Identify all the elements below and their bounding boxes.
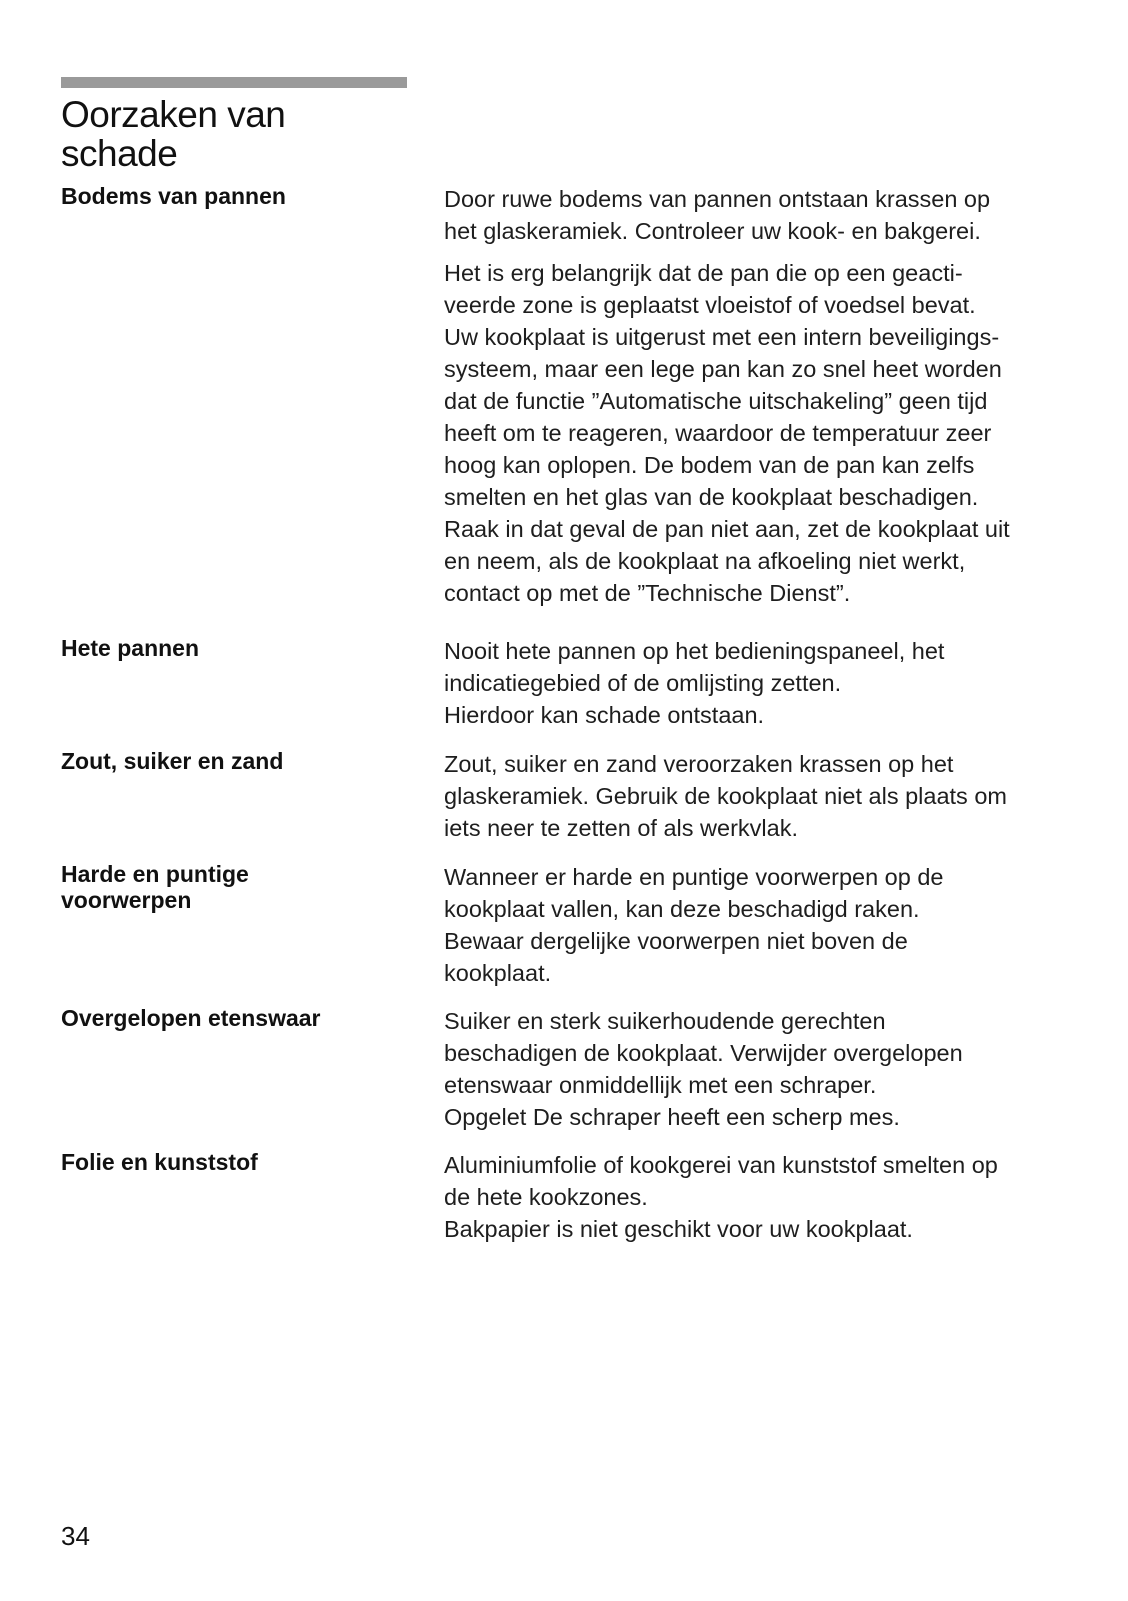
text-line: Hierdoor kan schade ontstaan. (444, 702, 765, 728)
text-line: Het is erg belangrijk dat de pan die op een geacti- (444, 260, 963, 286)
text-line: het glaskeramiek. Controleer uw kook- en bakgerei. (444, 218, 981, 244)
page-number: 34 (61, 1521, 90, 1551)
text-line: contact op met de ”Technische Dienst”. (444, 580, 851, 606)
paragraph (444, 748, 1084, 844)
text-line: systeem, maar een lege pan kan zo snel heet worden (444, 356, 1002, 382)
text-line: Opgelet De schraper heeft een scherp mes. (444, 1104, 900, 1130)
text-line: kookplaat vallen, kan deze beschadigd raken. (444, 896, 920, 922)
page-title-line: schade (61, 133, 178, 174)
text-line: Nooit hete pannen op het bedieningspaneel, het (444, 638, 945, 664)
paragraph (444, 183, 1084, 247)
text-line: Raak in dat geval de pan niet aan, zet de kookplaat uit (444, 516, 1010, 542)
text-line: heeft om te reageren, waardoor de temperatuur zeer (444, 420, 992, 446)
text-line: etenswaar onmiddellijk met een schraper. (444, 1072, 877, 1098)
section-body (444, 183, 1084, 619)
text-line: Aluminiumfolie of kookgerei van kunststof smelten op (444, 1152, 998, 1178)
text-line: Bakpapier is niet geschikt voor uw kookplaat. (444, 1216, 913, 1242)
section-label-line: Harde en puntige (61, 861, 249, 887)
text-line: glaskeramiek. Gebruik de kookplaat niet als plaats om (444, 783, 1007, 809)
section-body (444, 1005, 1084, 1143)
paragraph (444, 861, 1084, 925)
text-line: dat de functie ”Automatische uitschakeling” geen tijd (444, 388, 988, 414)
section-label (61, 861, 391, 913)
paragraph (444, 635, 1084, 731)
text-line: veerde zone is geplaatst vloeistof of voedsel bevat. (444, 292, 976, 318)
text-line: smelten en het glas van de kookplaat beschadigen. (444, 484, 979, 510)
section-label-line: Bodems van pannen (61, 183, 286, 209)
title-rule (61, 77, 407, 88)
page-title-line: Oorzaken van (61, 94, 286, 135)
section-body (444, 861, 1084, 999)
paragraph (444, 1005, 1084, 1133)
section-body (444, 1149, 1084, 1255)
text-line: hoog kan oplopen. De bodem van de pan kan zelfs (444, 452, 975, 478)
text-line: indicatiegebied of de omlijsting zetten. (444, 670, 842, 696)
section-label (61, 1005, 391, 1031)
text-line: de hete kookzones. (444, 1184, 648, 1210)
text-line: Uw kookplaat is uitgerust met een intern beveiligings- (444, 324, 1000, 350)
text-line: Door ruwe bodems van pannen ontstaan krassen op (444, 186, 991, 212)
section-label-line: Zout, suiker en zand (61, 748, 284, 774)
page-title (61, 95, 421, 173)
section-label-line: Folie en kunststof (61, 1149, 258, 1175)
text-line: iets neer te zetten of als werkvlak. (444, 815, 798, 841)
text-line: Zout, suiker en zand veroorzaken krassen op het (444, 751, 954, 777)
section-label-line: Overgelopen etenswaar (61, 1005, 321, 1031)
section-label (61, 748, 391, 774)
section-label (61, 183, 391, 209)
text-line: Wanneer er harde en puntige voorwerpen op de (444, 864, 944, 890)
text-line: beschadigen de kookplaat. Verwijder overgelopen (444, 1040, 963, 1066)
paragraph (444, 925, 1084, 989)
text-line: en neem, als de kookplaat na afkoeling niet werkt, (444, 548, 966, 574)
text-line: kookplaat. (444, 960, 552, 986)
paragraph (444, 1149, 1084, 1245)
paragraph (444, 257, 1084, 609)
section-label-line: voorwerpen (61, 887, 192, 913)
section-body (444, 635, 1084, 741)
section-label (61, 635, 391, 661)
section-label-line: Hete pannen (61, 635, 200, 661)
text-line: Suiker en sterk suikerhoudende gerechten (444, 1008, 886, 1034)
section-label (61, 1149, 391, 1175)
section-body (444, 748, 1084, 854)
text-line: Bewaar dergelijke voorwerpen niet boven de (444, 928, 908, 954)
